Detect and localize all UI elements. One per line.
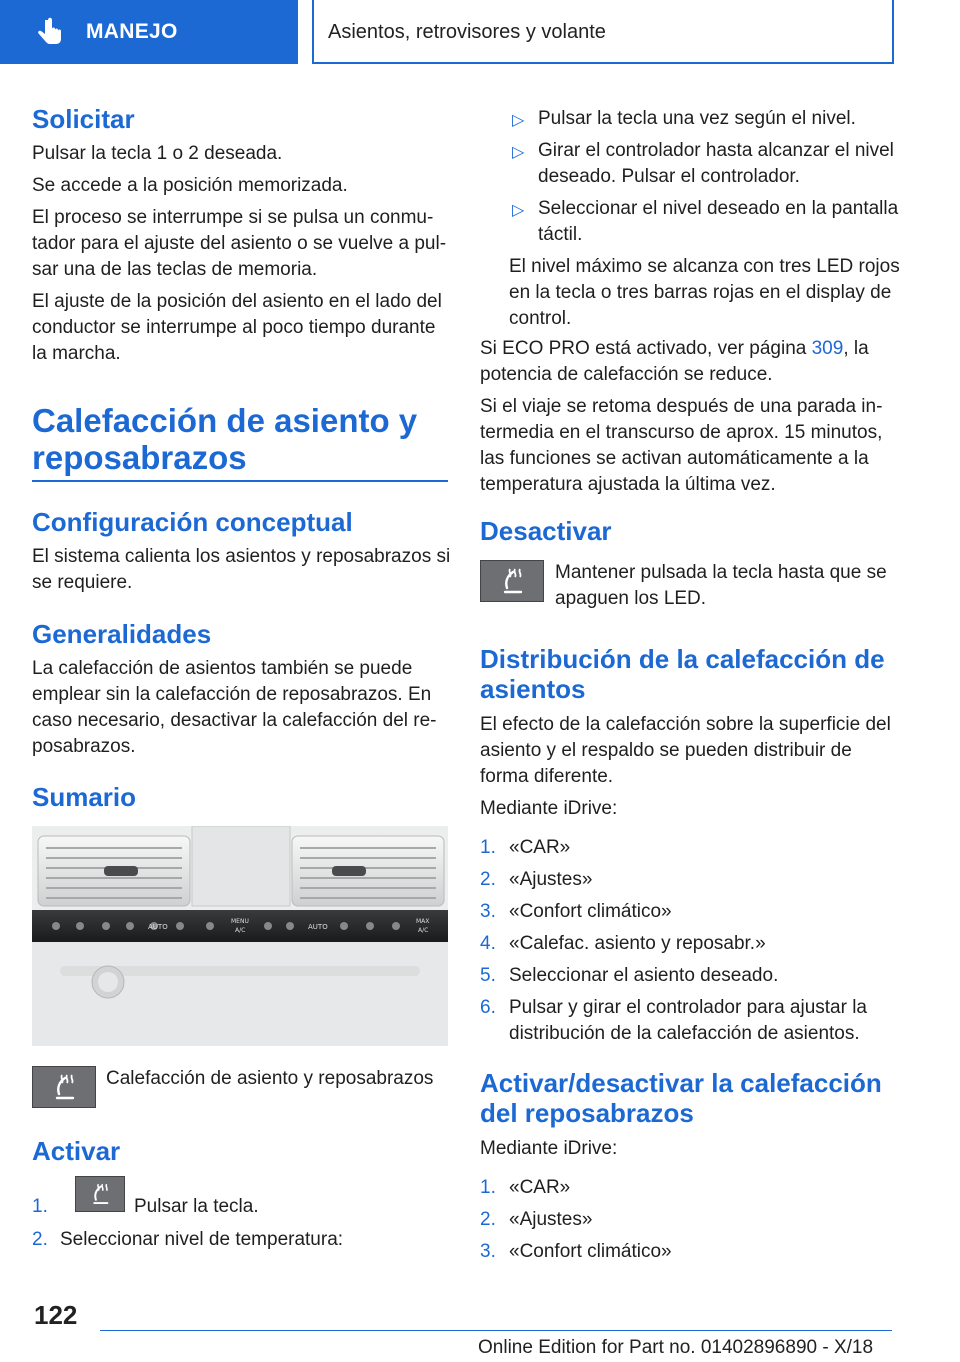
solicitar-text-1: Pulsar la tecla 1 o 2 deseada. xyxy=(32,143,283,164)
panel-menu: MENU xyxy=(231,918,249,925)
icon-caption: Calefacción de asiento y reposabrazos xyxy=(106,1068,434,1089)
solicitar-text-4c: la marcha. xyxy=(32,343,121,364)
solicitar-text-4b: conductor se interrumpe al poco tiempo durante xyxy=(32,317,436,338)
dist-text-b: asiento y el respaldo se pueden distribuir de xyxy=(480,740,852,761)
bullet-triangle: ▷ xyxy=(512,144,525,161)
maxlevel-b: en la tecla o tres barras rojas en el display de xyxy=(509,282,892,303)
arm-step-number: 3. xyxy=(480,1241,496,1262)
bullet-2a: Girar el controlador hasta alcanzar el nivel xyxy=(538,140,894,161)
concept-heading: Configuración conceptual xyxy=(32,507,353,537)
seat-heating-icon xyxy=(32,1066,96,1108)
dist-step-number: 5. xyxy=(480,965,496,986)
desactivar-heading: Desactivar xyxy=(480,516,612,546)
step-text-2: Seleccionar nivel de temperatura: xyxy=(60,1229,344,1250)
page-header xyxy=(0,0,960,66)
idrive-label-2: Mediante iDrive: xyxy=(480,1138,618,1159)
general-text-c: caso necesario, desactivar la calefacción del re‐ xyxy=(32,710,437,731)
desactivar-a: Mantener pulsada la tecla hasta que se xyxy=(555,562,887,583)
arm-step-number: 2. xyxy=(480,1209,496,1230)
seat-heat-glyph xyxy=(47,1072,81,1102)
general-text-d: posabrazos. xyxy=(32,736,136,757)
maxlevel-c: control. xyxy=(509,308,572,329)
bullet-triangle: ▷ xyxy=(512,112,525,129)
dist-step-number: 2. xyxy=(480,869,496,890)
hand-pointer-icon xyxy=(34,16,66,48)
solicitar-text-3b: tador para el ajuste del asiento o se vuelve a pul‐ xyxy=(32,233,447,254)
maxlevel-a: El nivel máximo se alcanza con tres LED rojos xyxy=(509,256,900,277)
dist-step-6b: distribución de la calefacción de asientos. xyxy=(509,1023,860,1044)
dist-step-2: «Ajustes» xyxy=(509,869,593,890)
viaje-c: las funciones se activan automáticamente a la xyxy=(480,448,869,469)
arm-step-2: «Ajustes» xyxy=(509,1209,593,1230)
concept-text-a: El sistema calienta los asientos y reposabrazos si xyxy=(32,546,451,567)
dist-text-a: El efecto de la calefacción sobre la superficie del xyxy=(480,714,891,735)
edition-text: Online Edition for Part no. 01402896890 - X/18 xyxy=(478,1337,874,1358)
general-heading: Generalidades xyxy=(32,619,212,649)
footer-rule xyxy=(100,1330,892,1331)
dist-step-4: «Calefac. asiento y reposabr.» xyxy=(509,933,766,954)
bullet-triangle: ▷ xyxy=(512,202,525,219)
page-link-309[interactable]: 309 xyxy=(811,338,844,359)
panel-auto-right: AUTO xyxy=(308,923,328,931)
seat-heating-key-icon xyxy=(75,1176,125,1212)
main-title-line2: reposabrazos xyxy=(32,439,247,476)
bullet-2b: deseado. Pulsar el controlador. xyxy=(538,166,800,187)
step-number-1: 1. xyxy=(32,1196,48,1217)
dist-step-1: «CAR» xyxy=(509,837,571,858)
climate-panel-photo xyxy=(32,826,448,1046)
section-label: MANEJO xyxy=(86,20,178,43)
dist-text-c: forma diferente. xyxy=(480,766,614,787)
solicitar-text-2: Se accede a la posición memorizada. xyxy=(32,175,348,196)
viaje-d: temperatura ajustada la última vez. xyxy=(480,474,776,495)
climate-panel-illustration xyxy=(32,826,448,1046)
panel-menu-sub: A/C xyxy=(235,927,246,934)
breadcrumb-text: Asientos, retrovisores y volante xyxy=(328,21,606,43)
section-tab[interactable] xyxy=(0,0,298,64)
page-number: 122 xyxy=(34,1300,78,1330)
seat-heat-key-glyph xyxy=(86,1181,114,1207)
panel-max-sub: A/C xyxy=(418,927,429,934)
dist-step-number: 4. xyxy=(480,933,496,954)
dist-heading-a: Distribución de la calefacción de xyxy=(480,644,885,674)
viaje-a: Si el viaje se retoma después de una parada in‐ xyxy=(480,396,883,417)
sumario-heading: Sumario xyxy=(32,782,137,812)
bullet-1: Pulsar la tecla una vez según el nivel. xyxy=(538,108,856,129)
bullet-3b: táctil. xyxy=(538,224,583,245)
panel-auto-left: AUTO xyxy=(148,923,168,931)
arm-step-1: «CAR» xyxy=(509,1177,571,1198)
panel-max: MAX xyxy=(416,918,430,925)
step-number-2: 2. xyxy=(32,1229,48,1250)
eco-post: , la xyxy=(843,338,869,359)
solicitar-text-3a: El proceso se interrumpe si se pulsa un conmu‐ xyxy=(32,207,434,228)
breadcrumb xyxy=(312,0,894,64)
eco-text-b: potencia de calefacción se reduce. xyxy=(480,364,773,385)
dist-step-number: 1. xyxy=(480,837,496,858)
bullet-3a: Seleccionar el nivel deseado en la pantalla xyxy=(538,198,899,219)
arm-heading-b: del reposabrazos xyxy=(480,1098,694,1128)
concept-text-b: se requiere. xyxy=(32,572,133,593)
general-text-a: La calefacción de asientos también se puede xyxy=(32,658,413,679)
dist-step-number: 6. xyxy=(480,997,496,1018)
solicitar-text-3c: sar una de las teclas de memoria. xyxy=(32,259,318,280)
eco-text-a xyxy=(480,336,869,362)
viaje-b: termedia en el transcurso de aprox. 15 minutos, xyxy=(480,422,883,443)
idrive-label-1: Mediante iDrive: xyxy=(480,798,618,819)
arm-step-number: 1. xyxy=(480,1177,496,1198)
dist-step-3: «Confort climático» xyxy=(509,901,672,922)
solicitar-heading: Solicitar xyxy=(32,104,135,134)
seat-heat-off-glyph xyxy=(495,566,529,596)
dist-step-5: Seleccionar el asiento deseado. xyxy=(509,965,779,986)
eco-pre: Si ECO PRO está activado, ver página xyxy=(480,338,812,359)
arm-step-3: «Confort climático» xyxy=(509,1241,672,1262)
title-rule xyxy=(32,480,448,482)
dist-heading-b: asientos xyxy=(480,674,586,704)
dist-step-6a: Pulsar y girar el controlador para ajustar la xyxy=(509,997,868,1018)
step-text-1: Pulsar la tecla. xyxy=(134,1196,259,1217)
main-title-line1: Calefacción de asiento y xyxy=(32,402,418,439)
arm-heading-a: Activar/desactivar la calefacción xyxy=(480,1068,882,1098)
seat-heating-off-icon xyxy=(480,560,544,602)
solicitar-text-4a: El ajuste de la posición del asiento en el lado del xyxy=(32,291,442,312)
general-text-b: emplear sin la calefacción de reposabrazos. En xyxy=(32,684,432,705)
desactivar-b: apaguen los LED. xyxy=(555,588,707,609)
activar-heading: Activar xyxy=(32,1136,121,1166)
dist-step-number: 3. xyxy=(480,901,496,922)
